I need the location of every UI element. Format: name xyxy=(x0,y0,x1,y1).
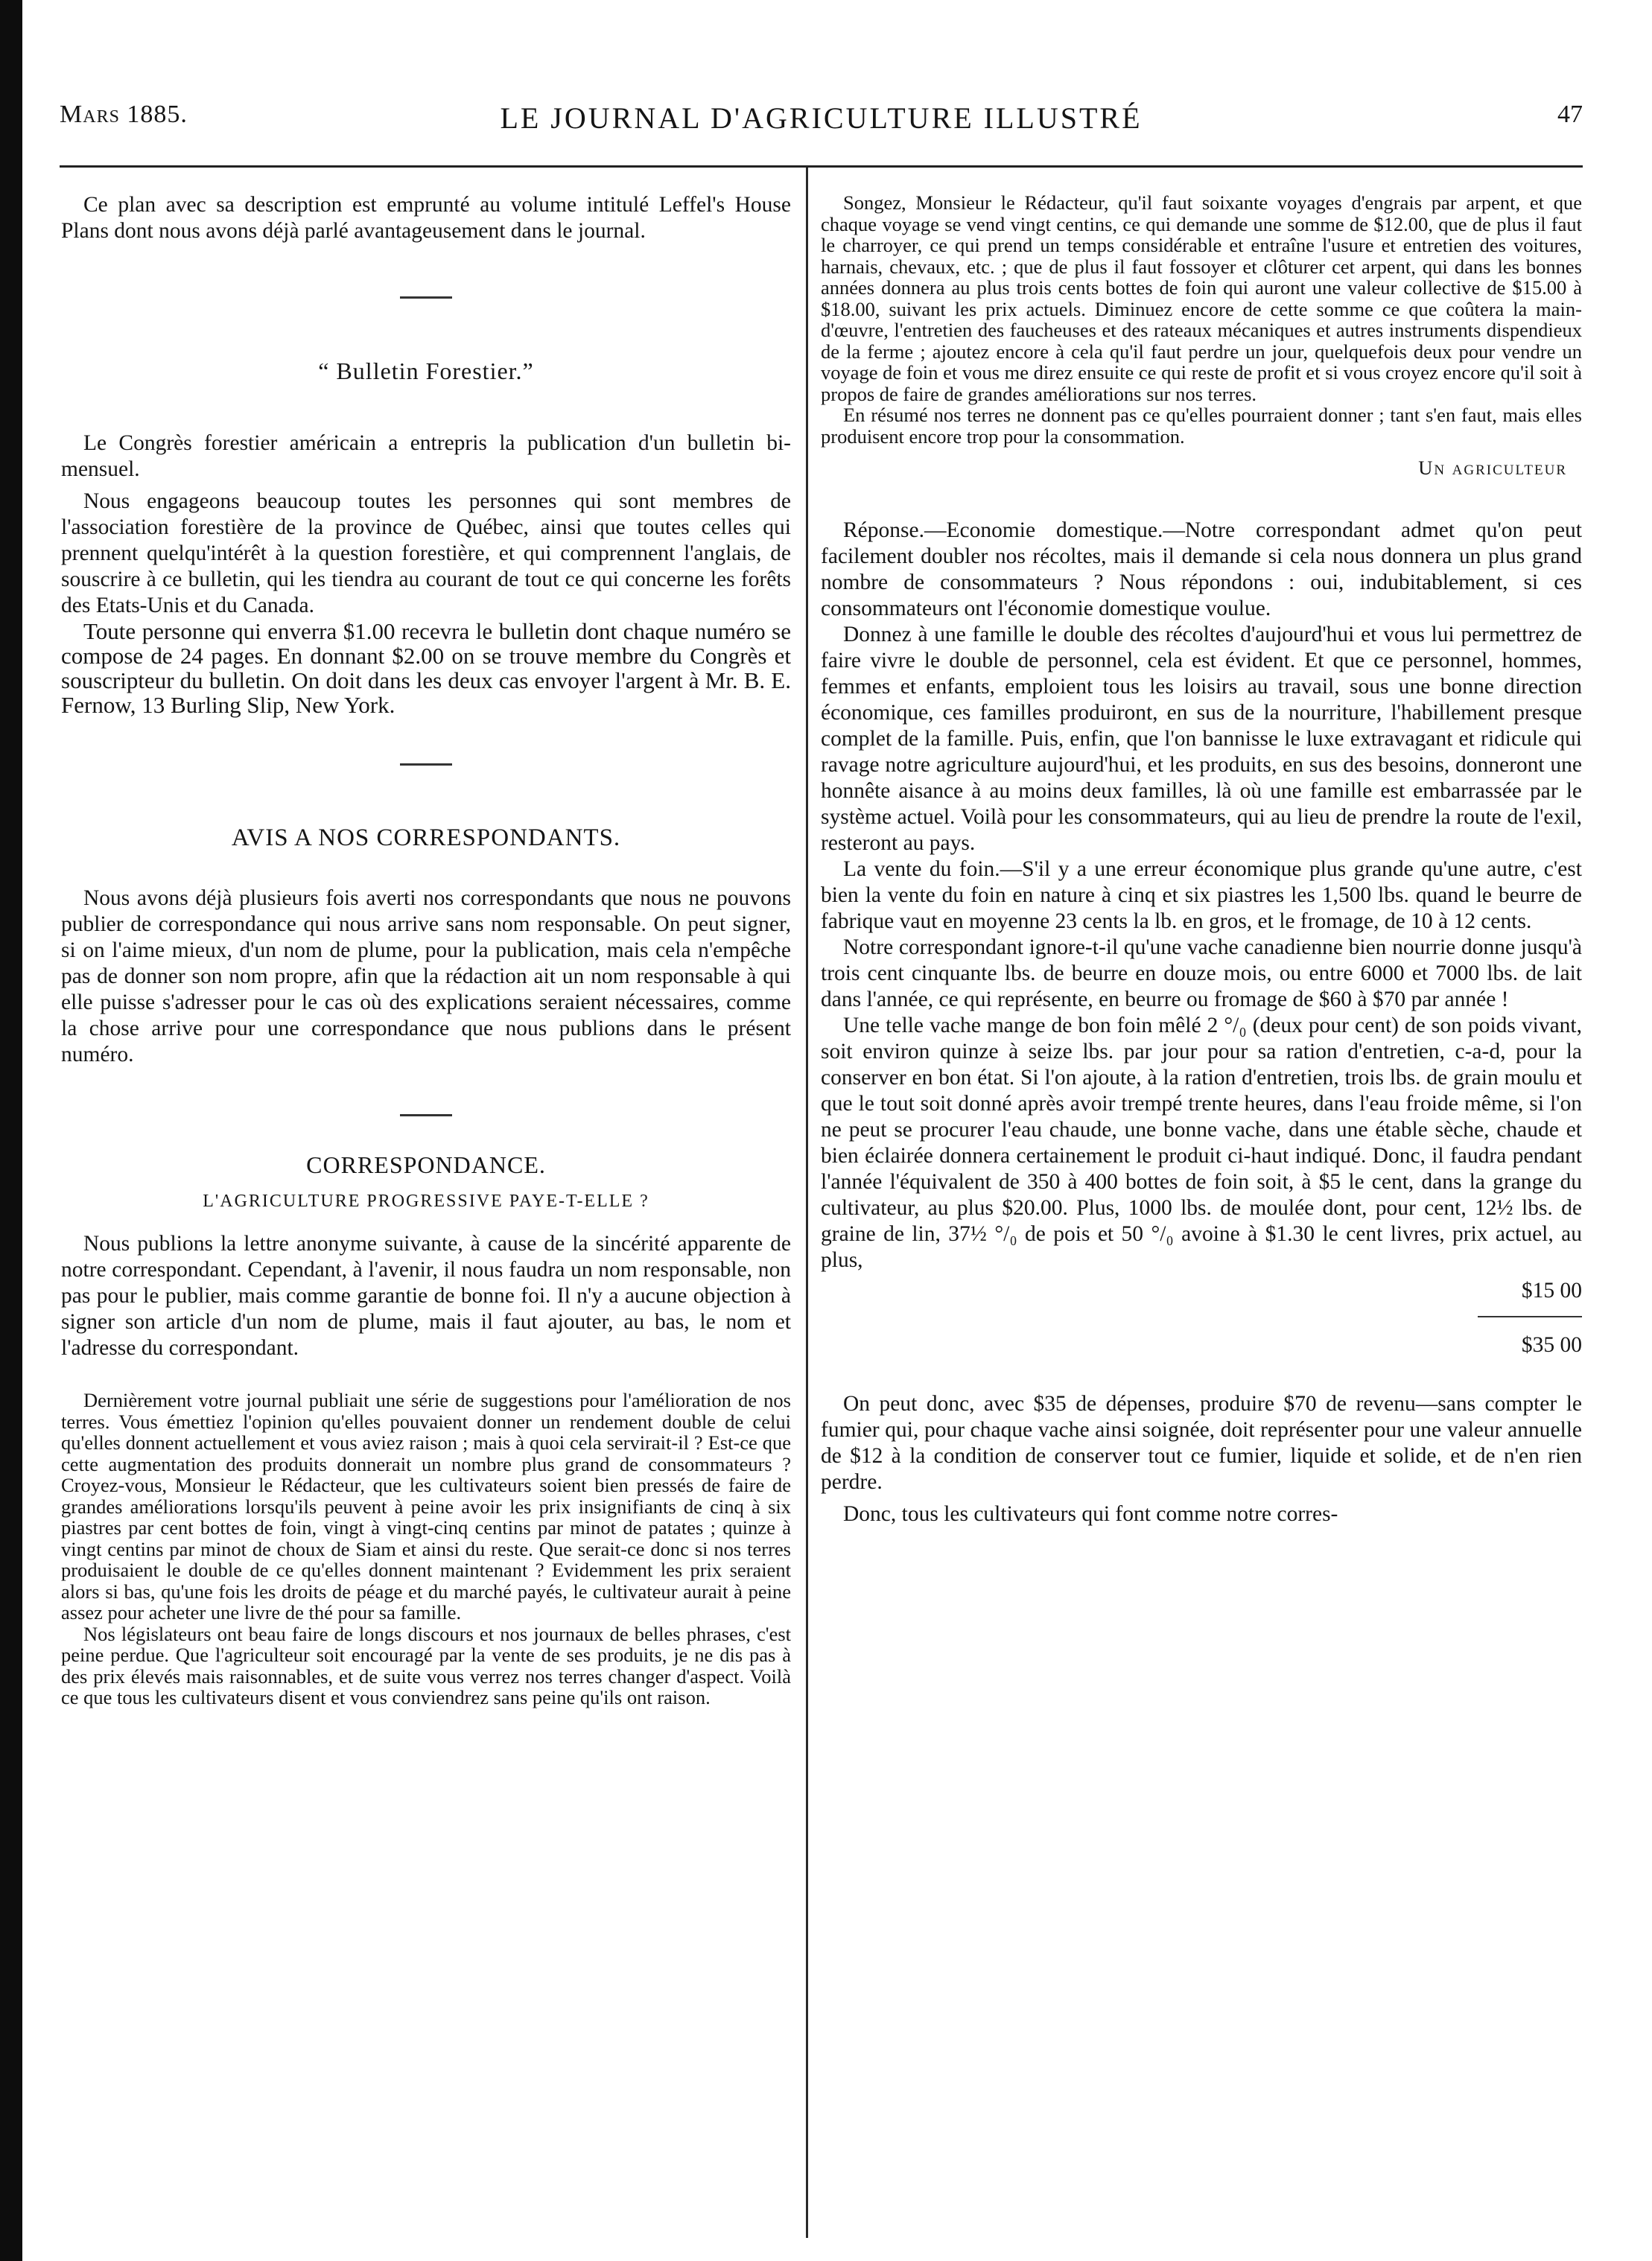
letter-signature: Un agriculteur xyxy=(1418,457,1567,479)
bulletin-paragraph: Toute personne qui enverra $1.00 recevra le bulletin dont chaque numéro se compose de 24 pages. En donnant $2.00 on se trouve membre du Congrès et souscripteur du bulletin. On doit dans les deux cas envoyer l'argent à Mr. B. E. Fernow, 13 Burling Slip, New York. xyxy=(61,618,791,718)
intro-paragraph: Ce plan avec sa description est emprunté au volume intitulé Leffel's House Plans dont nous avons déjà parlé avantageusement dans le journal. xyxy=(61,193,791,243)
section-rule xyxy=(400,1114,452,1116)
letter-paragraph: Dernièrement votre journal publiait une série de suggestions pour l'amélioration de nos terres. Vous émettiez l'opinion qu'elles pouvaient donner un rendement double de celui qu'elles donnent actuellement et vous aviez raison ; mais à quoi cela servirait-il ? Est-ce que cette augmentation des produits donnerait un nombre plus grand de consommateurs ? Croyez-vous, Monsieur le Rédacteur, que les cultivateurs soient bien pressés de faire de grandes améliorations lorsqu'ils peuvent à peine avoir les prix insignifiants de cinq à six piastres par cent bottes de foin, vingt à vingt-cinq centins par minot de patates ; quinze à vingt centins par minot de choux de Siam et ainsi du reste. Que serait-ce donc si nos terres produisaient le double de ce qu'elles donnent maintenant ? Evidemment les prix seraient alors si bas, qu'une fois les droits de péage et du marché payés, le cultivateur aurait à peine assez pour acheter une livre de thé pour sa famille. xyxy=(61,1389,791,1624)
conclusion-paragraph: Donc, tous les cultivateurs qui font comme notre corres- xyxy=(843,1501,1338,1526)
header-rule xyxy=(60,165,1583,168)
amount-line: $15 00 xyxy=(1521,1278,1582,1303)
correspondance-paragraph: Nous publions la lettre anonyme suivante, à cause de la sincérité apparente de notre correspondant. Cependant, à l'avenir, il nous faudra un nom responsable, non pas pour le publier, mais comme garantie de bonne foi. Il n'y a aucune objection à signer son article d'un nom de plume, mais il faut ajouter, au bas, le nom et l'adresse du correspondant. xyxy=(61,1232,791,1360)
journal-title: LE JOURNAL D'AGRICULTURE ILLUSTRÉ xyxy=(500,101,1143,135)
letter-paragraph: En résumé nos terres ne donnent pas ce qu'elles pourraient donner ; tant s'en faut, mais elles produisent encore trop pour la consommation. xyxy=(821,404,1582,448)
bulletin-heading: “ Bulletin Forestier.” xyxy=(318,357,534,384)
conclusion-paragraph: On peut donc, avec $35 de dépenses, produire $70 de revenu—sans compter le fumier qui, pour chaque vache ainsi soignée, doit représenter pour une valeur annuelle de $12 à la condition de conserver tout ce fumier, liquide et solide, et de n'en rien perdre. xyxy=(821,1391,1582,1494)
sum-rule xyxy=(1478,1316,1582,1317)
scan-edge-bar xyxy=(0,0,22,2261)
vente-paragraph: La vente du foin.—S'il y a une erreur économique plus grande qu'une autre, c'est bien la vente du foin en nature à cinq et six piastres les 1,500 lbs. quand le beurre de fabrique vaut en moyenne 23 cents la lb. en gros, et le fromage, de 10 à 12 cents. xyxy=(821,856,1582,933)
page-header xyxy=(60,101,1583,145)
letter-paragraph: Songez, Monsieur le Rédacteur, qu'il faut soixante voyages d'engrais par arpent, et que chaque voyage se vend vingt centins, ce qui demande une somme de $12.00, que de plus il faut le charroyer, ce qui prend un temps considérable et entraîne l'usure et entretien des voitures, harnais, chevaux, etc. ; que de plus il faut fossoyer et clôturer cet arpent, qui dans les bonnes années donnera au plus trois cents bottes de foin qui auront une valeur collective de $15.00 à $18.00, suivant les prix actuels. Diminuez encore de cette somme ce que coûtera la main-d'œuvre, l'entretien des faucheuses et des rateaux mécaniques et autres instruments dispendieux de la ferme ; ajoutez encore à cela qu'il faut perdre un jour, quelquefois deux pour vendre un voyage de foin et vous me direz ensuite ce qui reste de profit et si vous croyez encore qu'il soit à propos de faire de grandes améliorations sur nos terres. xyxy=(821,191,1582,405)
issue-date: Mars 1885. xyxy=(60,101,188,128)
correspondance-heading: CORRESPONDANCE. xyxy=(306,1151,546,1178)
avis-paragraph: Nous avons déjà plusieurs fois averti nos correspondants que nous ne pouvons publier de correspondance qui nous arrive sans nom responsable. On peut signer, si on l'aime mieux, d'un nom de plume, pour la publication, mais cela n'empêche pas de donner son nom propre, afin que la rédaction ait un nom responsable à qui elle puisse s'adresser pour le cas où des explications seraient nécessaires, comme la chose arrive pour une correspondance que nous publions dans le présent numéro. xyxy=(61,886,791,1066)
page-number: 47 xyxy=(1557,101,1583,128)
column-divider xyxy=(806,168,808,2238)
correspondance-subheading: L'AGRICULTURE PROGRESSIVE PAYE-T-ELLE ? xyxy=(203,1192,649,1211)
avis-heading: AVIS A NOS CORRESPONDANTS. xyxy=(231,824,621,851)
reponse-paragraph: Réponse.—Economie domestique.—Notre correspondant admet qu'on peut facilement doubler nos récoltes, mais il demande si cela nous donnera un plus grand nombre de consommateurs ? Nous répondons : oui, indubitablement, si ces consommateurs ont l'économie domestique voulue. xyxy=(821,518,1582,620)
bulletin-paragraph: Le Congrès forestier américain a entrepris la publication d'un bulletin bi-mensuel. xyxy=(61,431,791,481)
section-rule xyxy=(400,763,452,766)
vente-paragraph: Notre correspondant ignore-t-il qu'une vache canadienne bien nourrie donne jusqu'à trois cent cinquante lbs. de beurre en douze mois, ou entre 6000 et 7000 lbs. de lait dans l'année, ce qui représente, en beurre ou fromage de $60 à $70 par année ! xyxy=(821,935,1582,1011)
right-column xyxy=(821,192,1582,1527)
letter-paragraph: Nos législateurs ont beau faire de longs discours et nos journaux de belles phrases, c'est peine perdue. Que l'agriculteur soit encouragé par la vente de ses produits, je ne dis pas à des prix élevés mais raisonnables, et de suite vous verrez nos terres changer d'aspect. Voilà ce que tous les cultivateurs disent et vous conviendrez sans peine qu'ils ont raison. xyxy=(61,1622,791,1708)
left-column xyxy=(61,192,791,1708)
bulletin-paragraph: Nous engageons beaucoup toutes les personnes qui sont membres de l'association forestière de la province de Québec, ainsi que toutes celles qui prennent quelqu'intérêt à la question forestière, et qui comprennent l'anglais, de souscrire à ce bulletin, qui les tiendra au courant de tout ce qui concerne les forêts des Etats-Unis et du Canada. xyxy=(61,489,791,617)
reponse-paragraph: Donnez à une famille le double des récoltes d'aujourd'hui et vous lui permettrez de faire vivre le double de personnel, cela est évident. Et que ce personnel, hommes, femmes et enfants, emploient tous les loisirs au travail, sous une bonne direction économique, ces familles produiront, en sus de la nourriture, l'habillement presque complet de la famille. Puis, enfin, que l'on bannisse le luxe extravagant et ridicule qui ravage notre agriculture aujourd'hui, et les produits, en sus des besoins, donneront une honnête aisance à au moins deux familles, là où une famille est embarrassée par le système actuel. Voilà pour les consommateurs, qui au lieu de prendre la route de l'exil, resteront au pays. xyxy=(821,622,1582,855)
vente-paragraph: Une telle vache mange de bon foin mêlé 2 °/₀ (deux pour cent) de son poids vivant, soit environ quinze à seize lbs. par jour pour sa ration d'entretien, c-a-d, pour la conserver en bon état. Si l'on ajoute, à la ration d'entretien, trois lbs. de grain moulu et que le tout soit donné après avoir trempé trente heures, dans l'eau froide même, si l'on ne peut se procurer l'eau chaude, une bonne vache, dans une étable sèche, chaude et bien éclairée donnera certainement le produit ci-haut indiqué. Donc, il faudra pendant l'année l'équivalent de 350 à 400 bottes de foin soit, à $5 le cent, dans la grange du cultivateur, au plus $20.00. Plus, 1000 lbs. de moulée dont, pour cent, 12½ lbs. de graine de lin, 37½ °/₀ de pois et 50 °/₀ avoine à $1.30 le cent livres, prix actuel, au plus, xyxy=(821,1013,1582,1272)
amount-total: $35 00 xyxy=(1521,1332,1582,1357)
section-rule xyxy=(400,296,452,299)
